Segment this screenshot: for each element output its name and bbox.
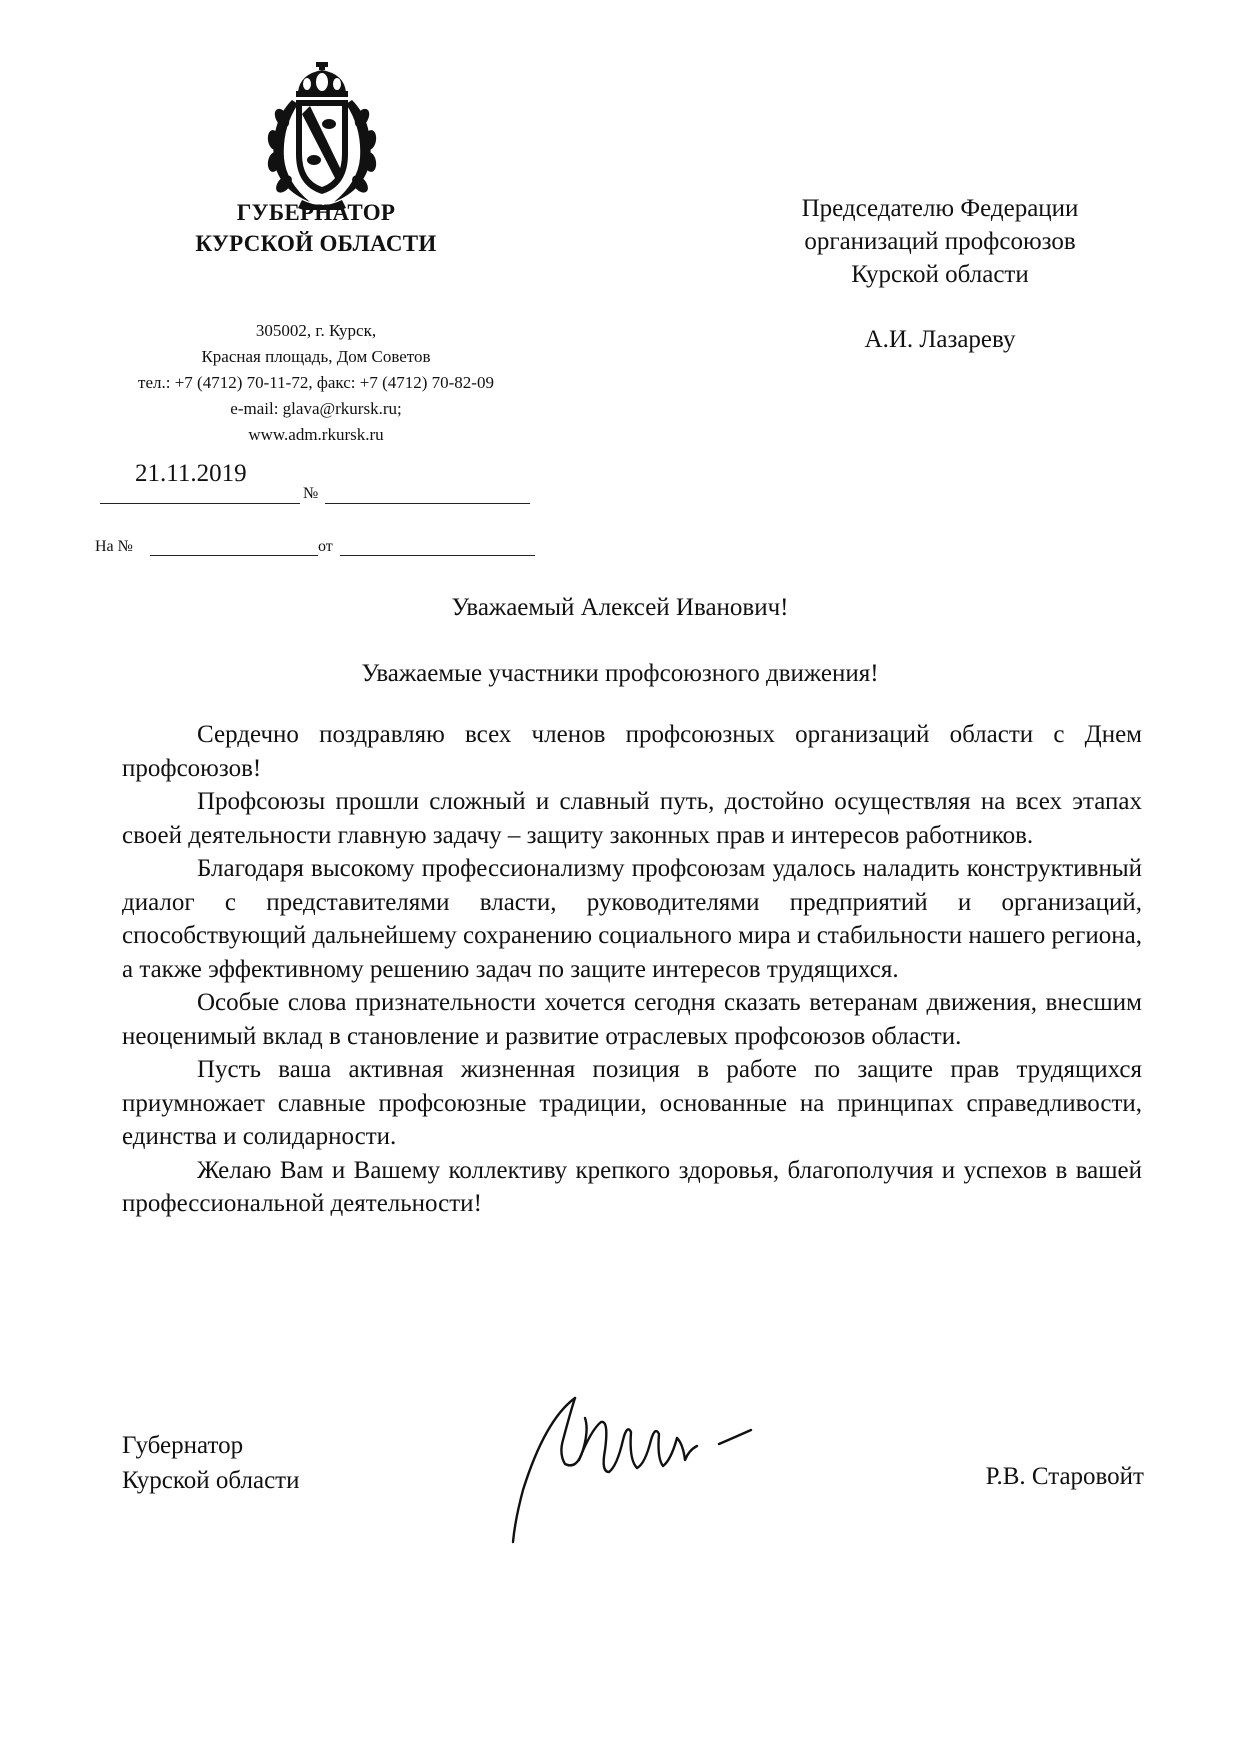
- reply-from-underline: [340, 555, 535, 556]
- coat-of-arms-icon: [252, 62, 392, 210]
- greeting-general: Уважаемые участники профсоюзного движения!: [361, 660, 879, 687]
- issuer-title-line2: КУРСКОЙ ОБЛАСТИ: [195, 231, 437, 256]
- address-line1: 305002, г. Курск,: [255, 321, 377, 340]
- issuer-title-line1: ГУБЕРНАТОР: [236, 200, 396, 225]
- addressee-block: [740, 192, 1140, 291]
- body-paragraph: Профсоюзы прошли сложный и славный путь, достойно осуществляя на всех этапах своей деятельности главную задачу – защиту законных прав и интересов работников.: [122, 788, 1142, 849]
- addressee-line3: Курской области: [851, 261, 1029, 288]
- addressee-name: А.И. Лазареву: [864, 326, 1016, 353]
- body-paragraph: Сердечно поздравляю всех членов профсоюзных организаций области с Днем профсоюзов!: [122, 721, 1142, 782]
- date-underline: [100, 503, 300, 504]
- reply-from-label: от: [318, 538, 333, 555]
- website-line: www.adm.rkursk.ru: [248, 425, 384, 444]
- issuer-address: [90, 318, 542, 448]
- greeting-personal: Уважаемый Алексей Иванович!: [451, 594, 789, 621]
- body-paragraph: Пусть ваша активная жизненная позиция в работе по защите прав трудящихся приумножает славные профсоюзные традиции, основанные на принципах справедливости, единства и солидарности.: [122, 1056, 1142, 1150]
- body-paragraph: Особые слова признательности хочется сегодня сказать ветеранам движения, внесшим неоценимый вклад в становление и развитие отраслевых профсоюзов области.: [122, 989, 1142, 1050]
- number-label: №: [303, 485, 319, 502]
- handwritten-signature-icon: [505, 1380, 765, 1550]
- outgoing-date: 21.11.2019: [135, 460, 247, 487]
- signatory-position-line2: Курской области: [122, 1467, 300, 1494]
- signatory-position-line1: Губернатор: [122, 1432, 244, 1459]
- address-line2: Красная площадь, Дом Советов: [201, 347, 431, 366]
- signatory-position: [122, 1428, 299, 1498]
- reply-number-label: На №: [95, 538, 133, 555]
- letter-body: [122, 718, 1142, 1221]
- body-paragraph: Желаю Вам и Вашему коллективу крепкого здоровья, благополучия и успехов в вашей профессиональной деятельности!: [122, 1156, 1142, 1217]
- email-line: e-mail: glava@rkursk.ru;: [230, 399, 402, 418]
- signatory-name: Р.В. Старовойт: [985, 1463, 1144, 1490]
- body-paragraph: Благодаря высокому профессионализму профсоюзам удалось наладить конструктивный диалог с представителями власти, руководителями предприятий и организаций, способствующий дальнейшему сохранению социального мира и стабильности нашего региона, а также эффективному решению задач по защите интересов трудящихся.: [122, 855, 1142, 983]
- issuer-title: [90, 197, 542, 259]
- addressee-line1: Председателю Федерации: [801, 195, 1079, 222]
- phone-line: тел.: +7 (4712) 70-11-72, факс: +7 (4712) 70-82-09: [138, 373, 494, 392]
- addressee-line2: организаций профсоюзов: [804, 228, 1076, 255]
- reply-number-underline: [150, 555, 318, 556]
- number-underline: [325, 503, 530, 504]
